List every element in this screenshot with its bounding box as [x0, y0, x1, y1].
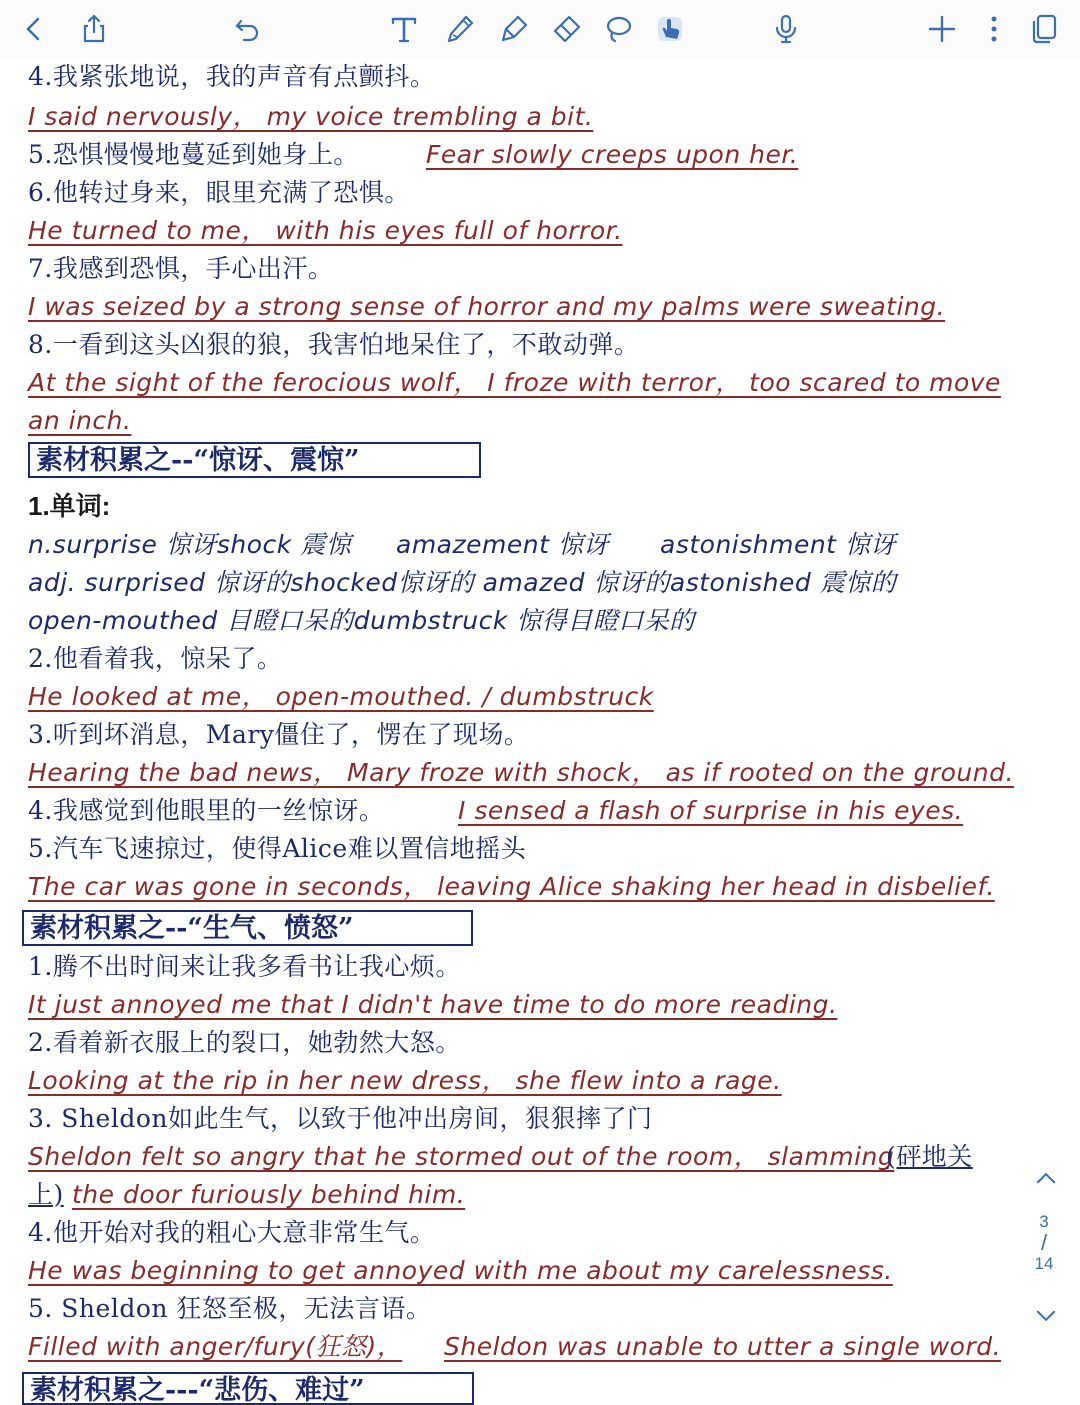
- current-page: 3: [1039, 1212, 1049, 1231]
- toolbar: [0, 0, 1080, 59]
- vocab-subheading: 1.单词:: [28, 491, 111, 521]
- sentence-en: Filled with anger/fury(狂怒)，: [28, 1332, 403, 1361]
- text-tool-icon[interactable]: [384, 9, 424, 49]
- sentence-en: I sensed a flash of surprise in his eyes.: [458, 796, 964, 825]
- vocab-line: astonishment 惊讶: [660, 530, 896, 559]
- page-up-button[interactable]: [1026, 1166, 1066, 1197]
- sentence-en: He turned to me， with his eyes full of horror.: [28, 216, 623, 245]
- sentence-en: the door furiously behind him.: [72, 1180, 466, 1209]
- sentence-en: The car was gone in seconds， leaving Alice shaking her head in disbelief.: [28, 872, 995, 901]
- lasso-icon[interactable]: [598, 9, 638, 49]
- sentence-en: I was seized by a strong sense of horror and my palms were sweating.: [28, 292, 946, 321]
- vocab-line: n.surprise 惊讶shock 震惊: [28, 530, 352, 559]
- sentence-en: At the sight of the ferocious wolf， I froze with terror， too scared to move: [28, 368, 1001, 397]
- sentence-cn: (砰地关: [886, 1142, 973, 1171]
- sentence-en: Hearing the bad news， Mary froze with shock， as if rooted on the ground.: [28, 758, 1014, 787]
- section-heading-surprise: 素材积累之--“惊讶、震惊”: [28, 442, 481, 478]
- page-down-button[interactable]: [1026, 1302, 1066, 1333]
- sentence-cn: 2.他看着我，惊呆了。: [28, 644, 283, 673]
- sentence-cn: 5.汽车飞速掠过，使得Alice难以置信地摇头: [28, 834, 527, 863]
- sentence-cn: 7.我感到恐惧，手心出汗。: [28, 254, 334, 283]
- sentence-cn: 2.看着新衣服上的裂口，她勃然大怒。: [28, 1028, 461, 1057]
- vocab-line: adj. surprised 惊讶的shocked惊讶的 amazed 惊讶的astonished 震惊的: [28, 568, 897, 597]
- pages-icon[interactable]: [1024, 9, 1064, 49]
- more-icon[interactable]: [974, 9, 1014, 49]
- sentence-cn: 8.一看到这头凶狠的狼，我害怕地呆住了，不敢动弹。: [28, 330, 640, 359]
- sentence-cn: 1.腾不出时间来让我多看书让我心烦。: [28, 952, 461, 981]
- vocab-line: open-mouthed 目瞪口呆的dumbstruck 惊得目瞪口呆的: [28, 606, 695, 635]
- hand-touch-icon[interactable]: [650, 9, 690, 49]
- page-indicator: [1026, 1212, 1062, 1274]
- page-separator: /: [1040, 1230, 1048, 1255]
- section-heading-sadness: 素材积累之---“悲伤、难过”: [22, 1372, 474, 1405]
- section-heading-anger: 素材积累之--“生气、愤怒”: [22, 910, 473, 946]
- sentence-cn: 4.我感觉到他眼里的一丝惊讶。: [28, 796, 385, 825]
- sentence-en: I said nervously， my voice trembling a bit.: [28, 102, 594, 131]
- note-page[interactable]: [0, 58, 1080, 1405]
- chevron-down-icon: [1033, 1302, 1059, 1328]
- highlighter-icon[interactable]: [494, 9, 534, 49]
- sentence-en: an inch.: [28, 406, 132, 435]
- back-icon[interactable]: [14, 9, 54, 49]
- undo-icon[interactable]: [228, 9, 268, 49]
- sentence-cn: 6.他转过身来，眼里充满了恐惧。: [28, 178, 410, 207]
- pen-icon[interactable]: [440, 9, 480, 49]
- total-pages: 14: [1034, 1254, 1054, 1273]
- eraser-icon[interactable]: [546, 9, 586, 49]
- sentence-cn: 5.恐惧慢慢地蔓延到她身上。: [28, 140, 359, 169]
- sentence-en: It just annoyed me that I didn't have time to do more reading.: [28, 990, 838, 1019]
- sentence-en: Fear slowly creeps upon her.: [426, 140, 799, 169]
- sentence-en: He was beginning to get annoyed with me about my carelessness.: [28, 1256, 893, 1285]
- sentence-en: Looking at the rip in her new dress， she flew into a rage.: [28, 1066, 782, 1095]
- sentence-cn: 5. Sheldon 狂怒至极，无法言语。: [28, 1294, 432, 1323]
- sentence-cn: 3. Sheldon如此生气，以致于他冲出房间，狠狠摔了门: [28, 1104, 653, 1133]
- sentence-en: Sheldon felt so angry that he stormed out of the room， slamming: [28, 1142, 895, 1171]
- sentence-cn: 4.他开始对我的粗心大意非常生气。: [28, 1218, 436, 1247]
- share-icon[interactable]: [74, 9, 114, 49]
- vocab-line: amazement 惊讶: [396, 530, 609, 559]
- sentence-cn: 上): [28, 1180, 64, 1209]
- sentence-cn: 4.我紧张地说，我的声音有点颤抖。: [28, 62, 436, 91]
- sentence-cn: 3.听到坏消息，Mary僵住了，愣在了现场。: [28, 720, 530, 749]
- microphone-icon[interactable]: [766, 9, 806, 49]
- add-icon[interactable]: [922, 9, 962, 49]
- sentence-en: Sheldon was unable to utter a single word.: [444, 1332, 1002, 1361]
- chevron-up-icon: [1033, 1166, 1059, 1192]
- sentence-en: He looked at me， open-mouthed. / dumbstruck: [28, 682, 654, 711]
